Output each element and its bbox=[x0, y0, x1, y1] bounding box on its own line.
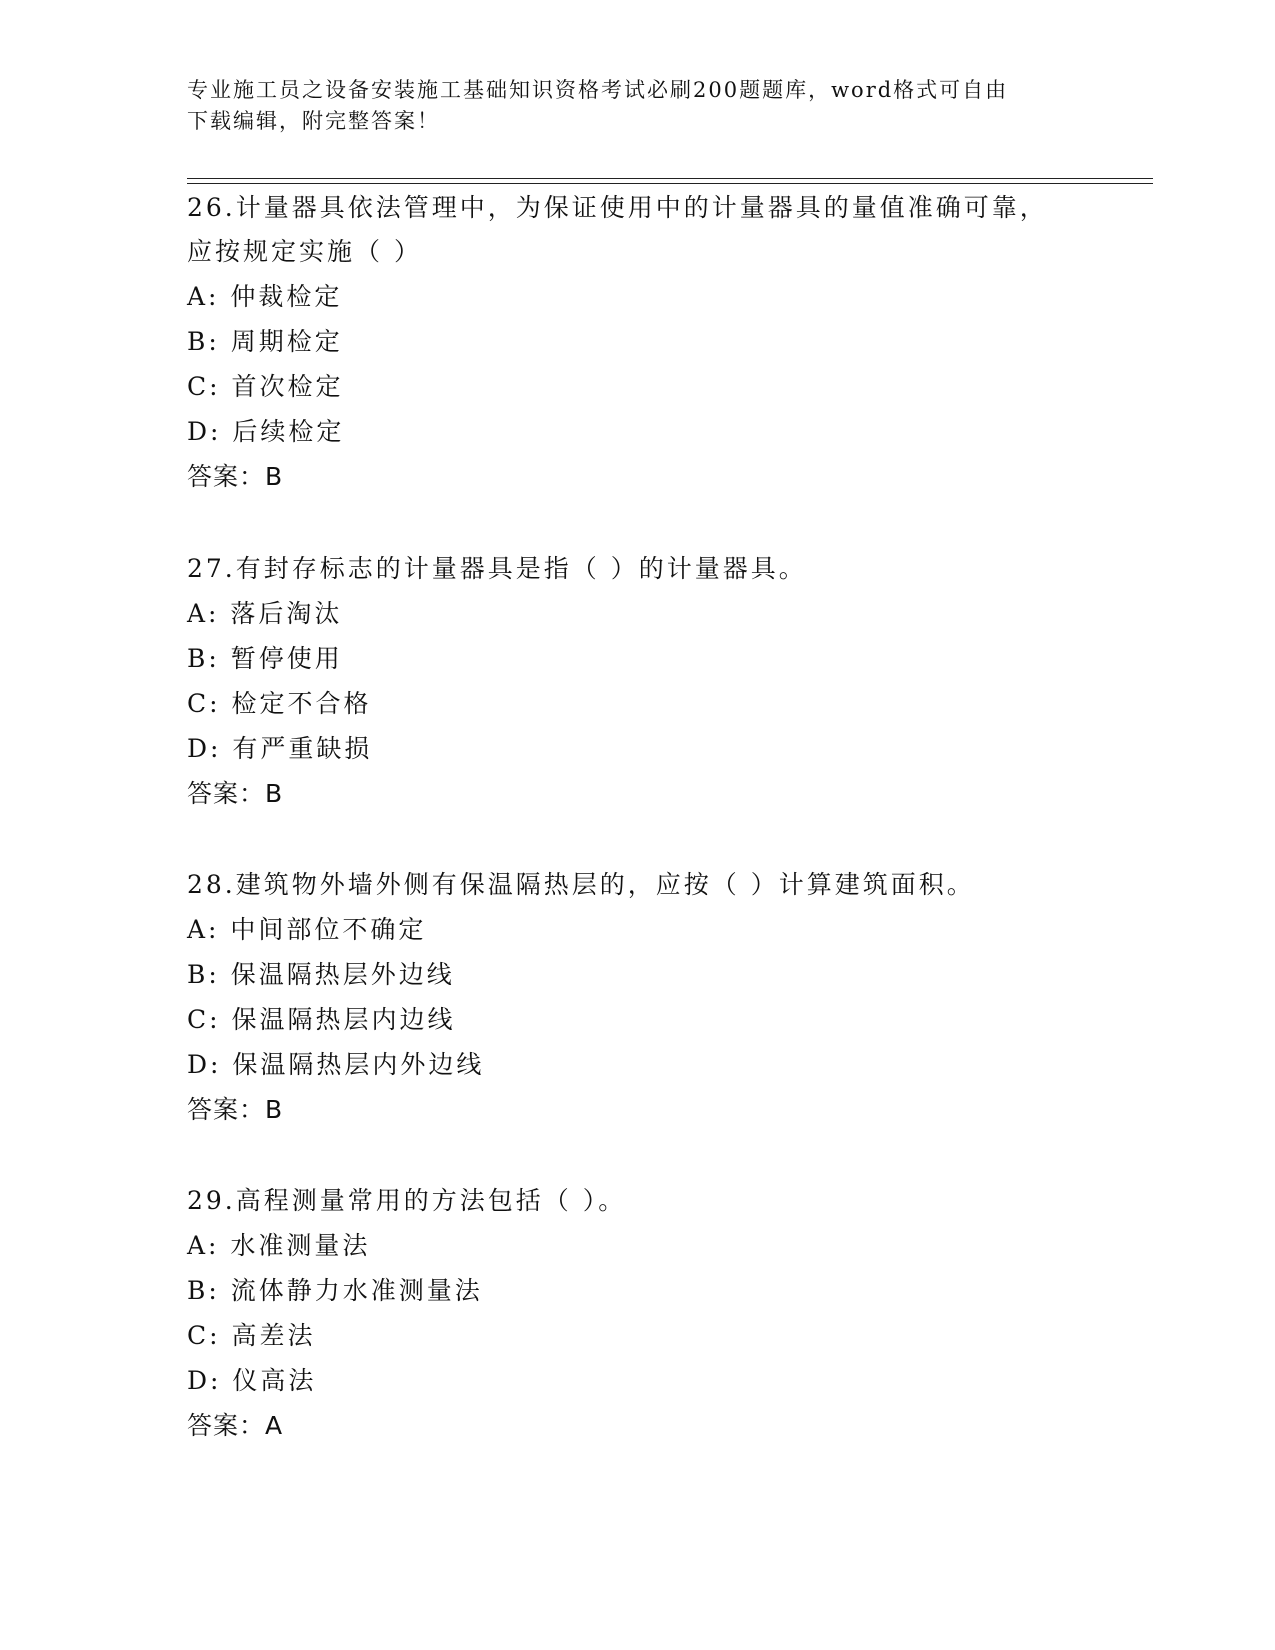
option-d: D: 仪高法 bbox=[187, 1366, 317, 1395]
option-a: A: 中间部位不确定 bbox=[187, 915, 427, 944]
answer: 答案：B bbox=[187, 779, 284, 808]
header-divider-top bbox=[187, 178, 1153, 179]
answer: 答案：A bbox=[187, 1411, 284, 1440]
option-c: C: 首次检定 bbox=[187, 372, 344, 401]
answer: 答案：B bbox=[187, 462, 284, 491]
header-line-2: 下载编辑，附完整答案！ bbox=[187, 109, 440, 133]
option-b: B: 流体静力水准测量法 bbox=[187, 1276, 483, 1305]
question-29 bbox=[187, 1179, 1087, 1448]
question-stem: 26.计量器具依法管理中，为保证使用中的计量器具的量值准确可靠， bbox=[187, 193, 1048, 222]
option-a: A: 仲裁检定 bbox=[187, 282, 343, 311]
option-c: C: 保温隔热层内边线 bbox=[187, 1005, 456, 1034]
option-d: D: 有严重缺损 bbox=[187, 734, 373, 763]
option-c: C: 检定不合格 bbox=[187, 689, 372, 718]
option-a: A: 落后淘汰 bbox=[187, 599, 343, 628]
answer: 答案：B bbox=[187, 1095, 284, 1124]
option-b: B: 暂停使用 bbox=[187, 644, 343, 673]
question-stem-continued: 应按规定实施（ ） bbox=[187, 237, 422, 266]
header-divider-bottom bbox=[187, 183, 1153, 184]
question-28 bbox=[187, 863, 1087, 1132]
question-stem: 28.建筑物外墙外侧有保温隔热层的，应按（ ）计算建筑面积。 bbox=[187, 870, 975, 899]
document-header bbox=[187, 75, 1067, 137]
option-d: D: 保温隔热层内外边线 bbox=[187, 1050, 485, 1079]
question-26 bbox=[187, 186, 1087, 499]
option-a: A: 水准测量法 bbox=[187, 1231, 371, 1260]
question-27 bbox=[187, 547, 1087, 816]
header-line-1: 专业施工员之设备安装施工基础知识资格考试必刷200题题库，word格式可自由 bbox=[187, 78, 1009, 102]
option-b: B: 周期检定 bbox=[187, 327, 343, 356]
option-c: C: 高差法 bbox=[187, 1321, 316, 1350]
option-b: B: 保温隔热层外边线 bbox=[187, 960, 455, 989]
question-stem: 27.有封存标志的计量器具是指（ ）的计量器具。 bbox=[187, 554, 807, 583]
option-d: D: 后续检定 bbox=[187, 417, 345, 446]
question-stem: 29.高程测量常用的方法包括（ ）。 bbox=[187, 1186, 627, 1215]
